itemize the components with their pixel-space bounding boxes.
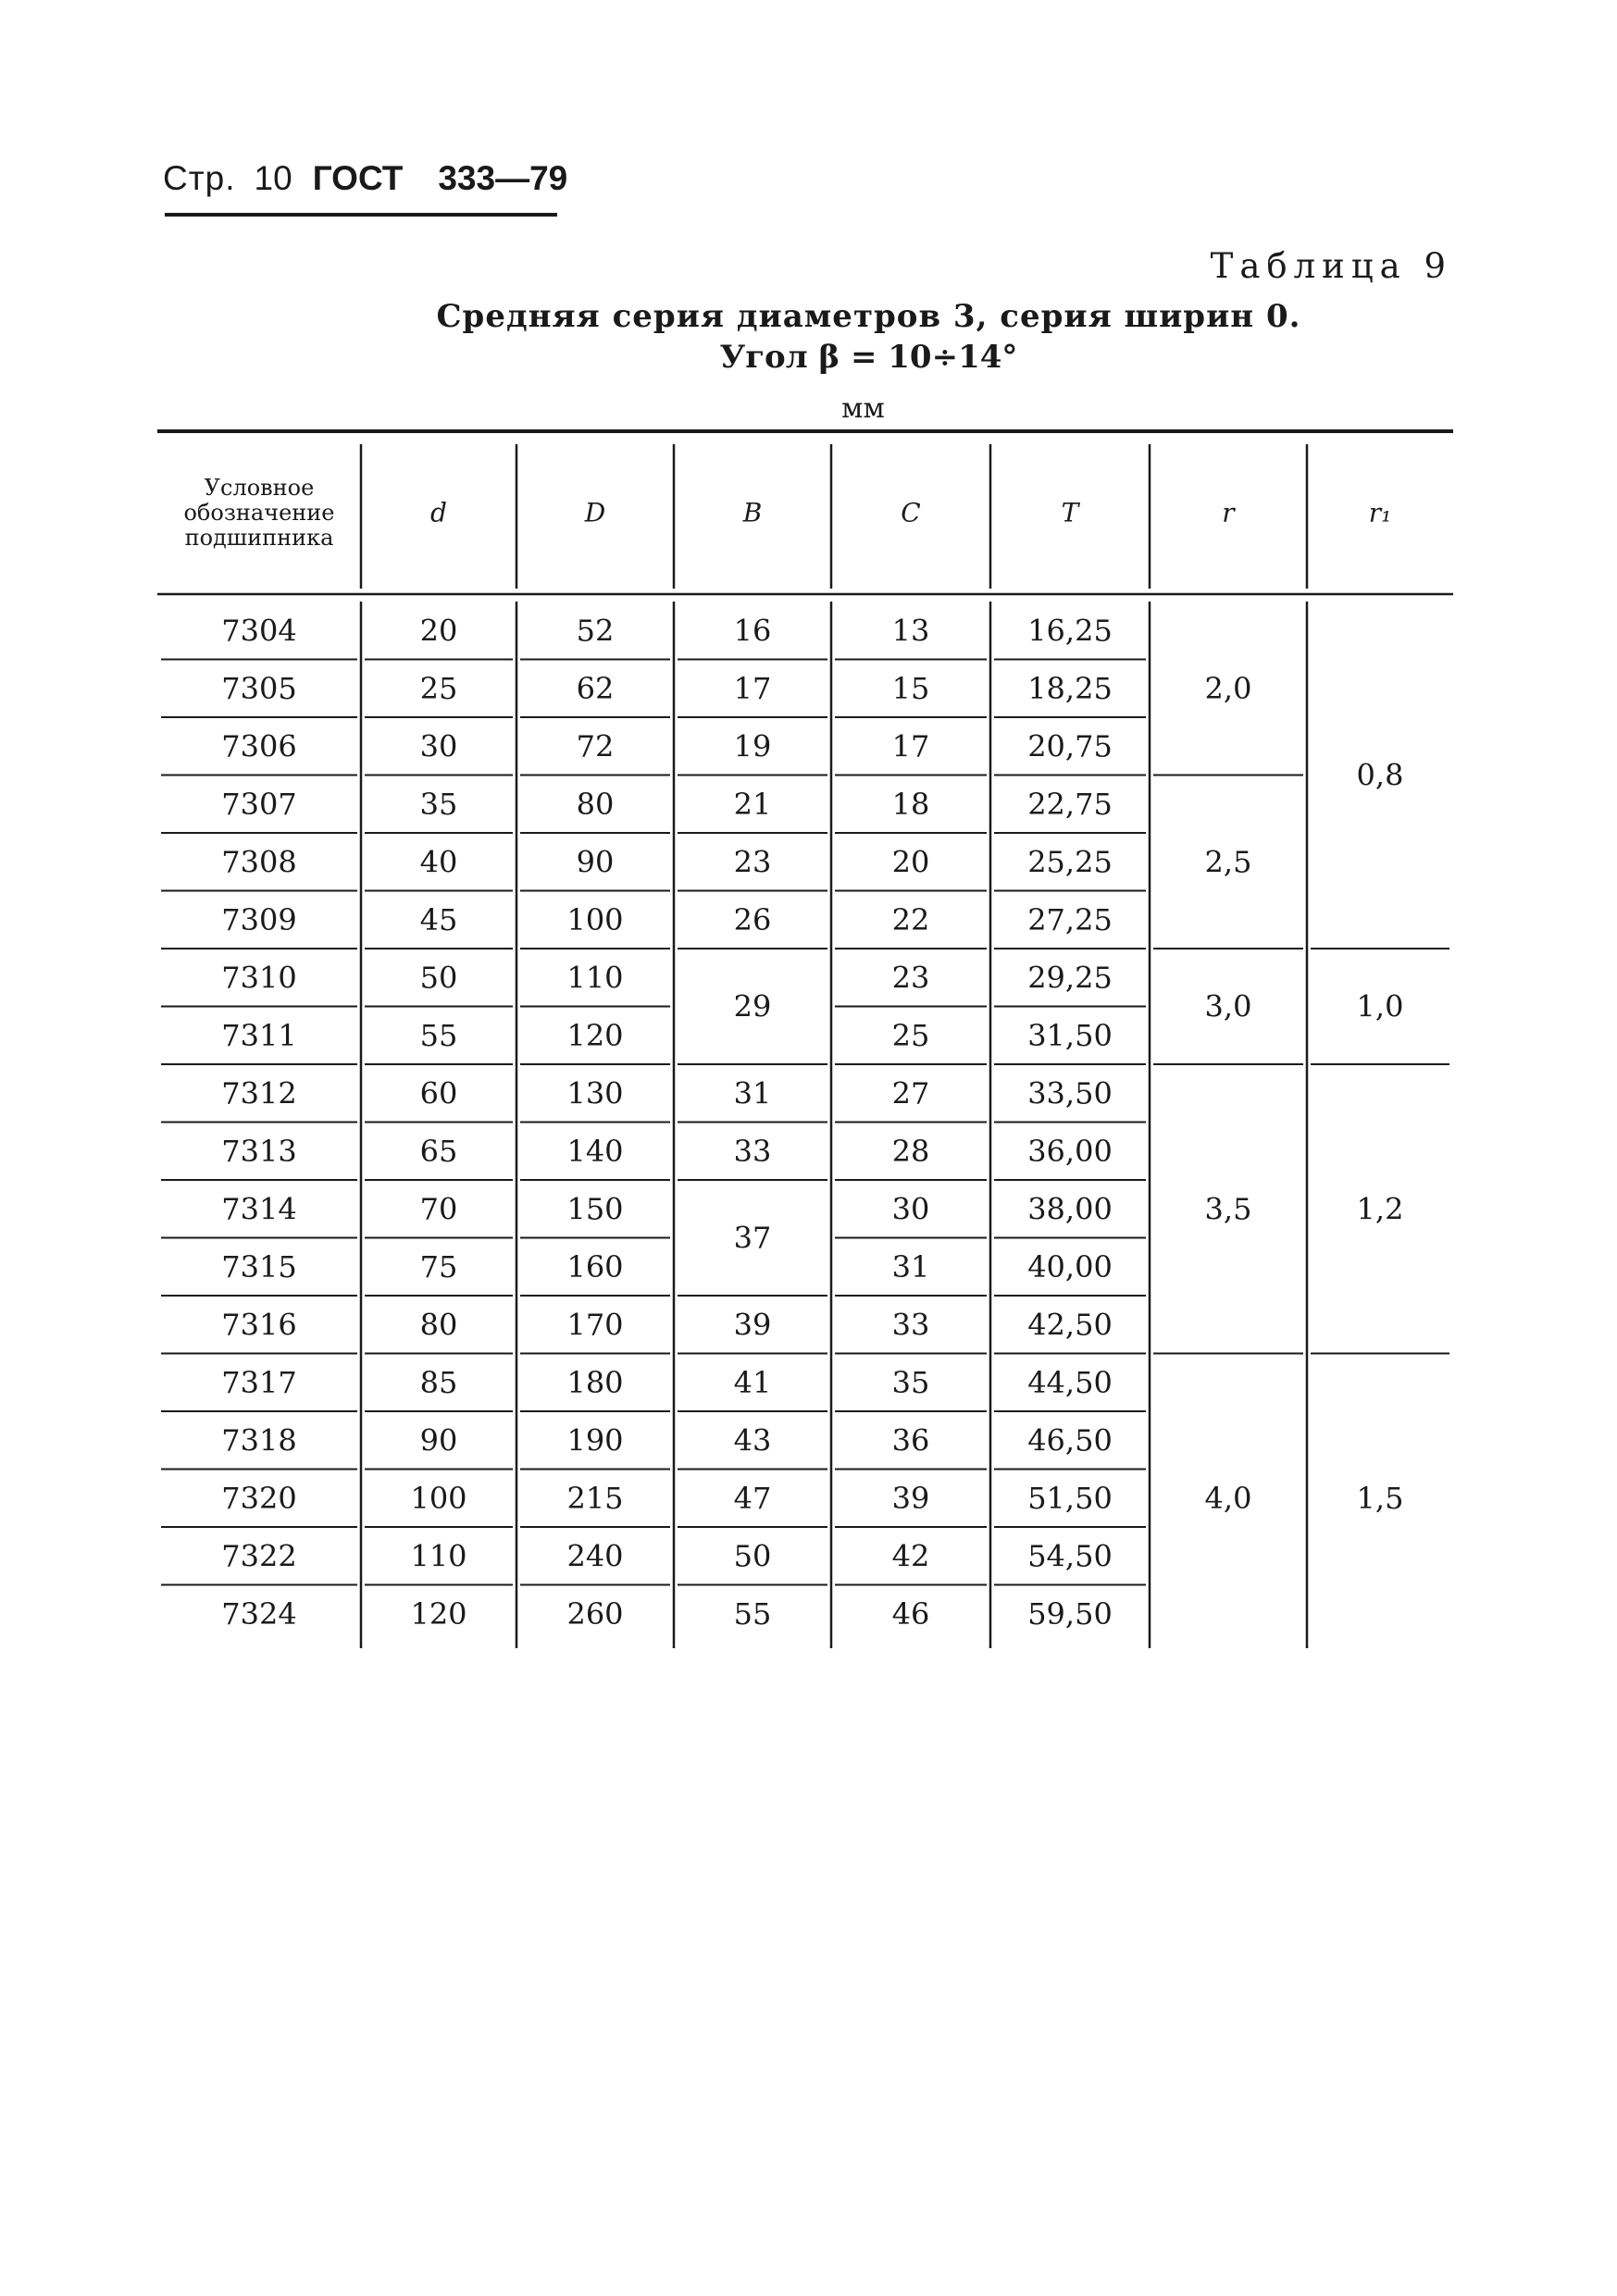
cell-B: 39 — [733, 1307, 772, 1343]
cell-d: 75 — [419, 1248, 458, 1285]
table-label: Таблица 9 — [1210, 246, 1452, 286]
cell-C: 28 — [891, 1133, 930, 1169]
cell-d: 110 — [410, 1538, 467, 1574]
cell-C: 39 — [891, 1480, 930, 1516]
header-designation-line: обозначение — [183, 500, 335, 526]
cell-designation: 7315 — [221, 1248, 297, 1285]
cell-B: 31 — [733, 1075, 772, 1111]
cell-d: 55 — [419, 1017, 458, 1053]
cell-r: 3,5 — [1204, 1191, 1252, 1227]
cell-T: 51,50 — [1027, 1480, 1113, 1516]
page-label: Стр. — [163, 159, 236, 197]
header-B: B — [742, 497, 763, 528]
cell-d: 20 — [419, 613, 458, 649]
cell-designation: 7309 — [221, 901, 297, 937]
cell-d: 85 — [419, 1364, 458, 1400]
header-D: D — [584, 497, 606, 528]
cell-D: 160 — [566, 1248, 624, 1285]
header-r: r — [1222, 497, 1235, 528]
cell-T: 42,50 — [1027, 1307, 1113, 1343]
cell-designation: 7311 — [221, 1017, 297, 1053]
cell-C: 22 — [891, 901, 930, 937]
cell-designation: 7322 — [221, 1538, 297, 1574]
cell-designation: 7324 — [221, 1595, 297, 1632]
cell-r: 2,5 — [1204, 844, 1252, 880]
cell-D: 180 — [566, 1364, 624, 1400]
cell-T: 54,50 — [1027, 1538, 1113, 1574]
cell-D: 140 — [566, 1133, 624, 1169]
header-T: T — [1061, 497, 1079, 528]
cell-T: 44,50 — [1027, 1364, 1113, 1400]
cell-T: 16,25 — [1027, 613, 1113, 649]
cell-D: 120 — [566, 1017, 624, 1053]
header-rule — [165, 213, 557, 217]
cell-D: 90 — [576, 844, 615, 880]
standard-code: 333—79 — [438, 159, 568, 197]
cell-B: 55 — [733, 1595, 772, 1632]
cell-C: 27 — [891, 1075, 930, 1111]
cell-d: 80 — [419, 1307, 458, 1343]
cell-designation: 7308 — [221, 844, 297, 880]
cell-T: 36,00 — [1027, 1133, 1113, 1169]
cell-designation: 7316 — [221, 1307, 297, 1343]
header-d: d — [430, 497, 447, 528]
cell-C: 30 — [891, 1191, 930, 1227]
cell-T: 59,50 — [1027, 1595, 1113, 1632]
cell-T: 38,00 — [1027, 1191, 1113, 1227]
cell-r1: 0,8 — [1356, 757, 1404, 793]
cell-C: 46 — [891, 1595, 930, 1632]
cell-D: 80 — [576, 786, 615, 822]
cell-T: 27,25 — [1027, 901, 1113, 937]
cell-T: 31,50 — [1027, 1017, 1113, 1053]
cell-B: 21 — [733, 786, 772, 822]
cell-designation: 7313 — [221, 1133, 297, 1169]
page-number: 10 — [254, 159, 292, 197]
cell-C: 33 — [891, 1307, 930, 1343]
cell-T: 46,50 — [1027, 1422, 1113, 1458]
cell-D: 240 — [566, 1538, 624, 1574]
cell-C: 42 — [891, 1538, 930, 1574]
cell-r: 4,0 — [1204, 1480, 1252, 1516]
cell-B: 29 — [733, 988, 772, 1024]
cell-designation: 7310 — [221, 960, 297, 996]
cell-d: 65 — [419, 1133, 458, 1169]
cell-B: 26 — [733, 901, 772, 937]
cell-D: 62 — [576, 670, 615, 706]
cell-T: 25,25 — [1027, 844, 1113, 880]
cell-r1: 1,2 — [1356, 1191, 1404, 1227]
cell-B: 23 — [733, 844, 772, 880]
cell-designation: 7306 — [221, 728, 297, 764]
cell-C: 17 — [891, 728, 930, 764]
cell-designation: 7320 — [221, 1480, 297, 1516]
cell-d: 100 — [410, 1480, 467, 1516]
cell-designation: 7307 — [221, 786, 297, 822]
table-caption-line-1: Средняя серия диаметров 3, серия ширин 0. — [436, 298, 1301, 335]
cell-D: 52 — [576, 613, 615, 649]
cell-C: 35 — [891, 1364, 930, 1400]
cell-D: 170 — [566, 1307, 624, 1343]
cell-r: 2,0 — [1204, 670, 1252, 706]
cell-B: 43 — [733, 1422, 772, 1458]
cell-T: 20,75 — [1027, 728, 1113, 764]
cell-D: 190 — [566, 1422, 624, 1458]
cell-B: 41 — [733, 1364, 772, 1400]
cell-r1: 1,5 — [1356, 1480, 1404, 1516]
cell-C: 31 — [891, 1248, 930, 1285]
cell-B: 50 — [733, 1538, 772, 1574]
standard-name: ГОСТ — [312, 159, 404, 197]
cell-B: 19 — [733, 728, 772, 764]
cell-C: 36 — [891, 1422, 930, 1458]
cell-T: 22,75 — [1027, 786, 1113, 822]
running-head — [163, 159, 567, 198]
header-C: C — [901, 497, 921, 528]
cell-C: 25 — [891, 1017, 930, 1053]
cell-D: 130 — [566, 1075, 624, 1111]
cell-C: 18 — [891, 786, 930, 822]
cell-T: 40,00 — [1027, 1248, 1113, 1285]
cell-T: 18,25 — [1027, 670, 1113, 706]
cell-d: 70 — [419, 1191, 458, 1227]
cell-designation: 7314 — [221, 1191, 297, 1227]
unit-label: мм — [841, 392, 885, 425]
cell-d: 50 — [419, 960, 458, 996]
cell-B: 37 — [733, 1220, 772, 1256]
cell-d: 40 — [419, 844, 458, 880]
cell-C: 20 — [891, 844, 930, 880]
cell-D: 150 — [566, 1191, 624, 1227]
cell-designation: 7318 — [221, 1422, 297, 1458]
cell-D: 100 — [566, 901, 624, 937]
cell-B: 47 — [733, 1480, 772, 1516]
cell-d: 30 — [419, 728, 458, 764]
cell-B: 33 — [733, 1133, 772, 1169]
cell-C: 13 — [891, 613, 930, 649]
cell-D: 72 — [576, 728, 615, 764]
cell-designation: 7317 — [221, 1364, 297, 1400]
cell-designation: 7305 — [221, 670, 297, 706]
cell-T: 33,50 — [1027, 1075, 1113, 1111]
cell-r1: 1,0 — [1356, 988, 1404, 1024]
cell-D: 110 — [566, 960, 624, 996]
header-designation-line: подшипника — [184, 525, 334, 551]
cell-r: 3,0 — [1204, 988, 1252, 1024]
cell-designation: 7312 — [221, 1075, 297, 1111]
cell-B: 16 — [733, 613, 772, 649]
cell-d: 45 — [419, 901, 458, 937]
cell-designation: 7304 — [221, 613, 297, 649]
table-caption-line-2: Угол β = 10÷14° — [719, 339, 1018, 376]
cell-D: 215 — [566, 1480, 624, 1516]
bearing-dimensions-table — [157, 428, 1453, 1705]
header-designation-line: Условное — [204, 475, 315, 501]
cell-d: 60 — [419, 1075, 458, 1111]
header-r1: r₁ — [1368, 497, 1392, 528]
cell-D: 260 — [566, 1595, 624, 1632]
cell-d: 120 — [410, 1595, 467, 1632]
cell-T: 29,25 — [1027, 960, 1113, 996]
cell-d: 35 — [419, 786, 458, 822]
cell-d: 25 — [419, 670, 458, 706]
cell-C: 15 — [891, 670, 930, 706]
cell-C: 23 — [891, 960, 930, 996]
cell-B: 17 — [733, 670, 772, 706]
cell-d: 90 — [419, 1422, 458, 1458]
